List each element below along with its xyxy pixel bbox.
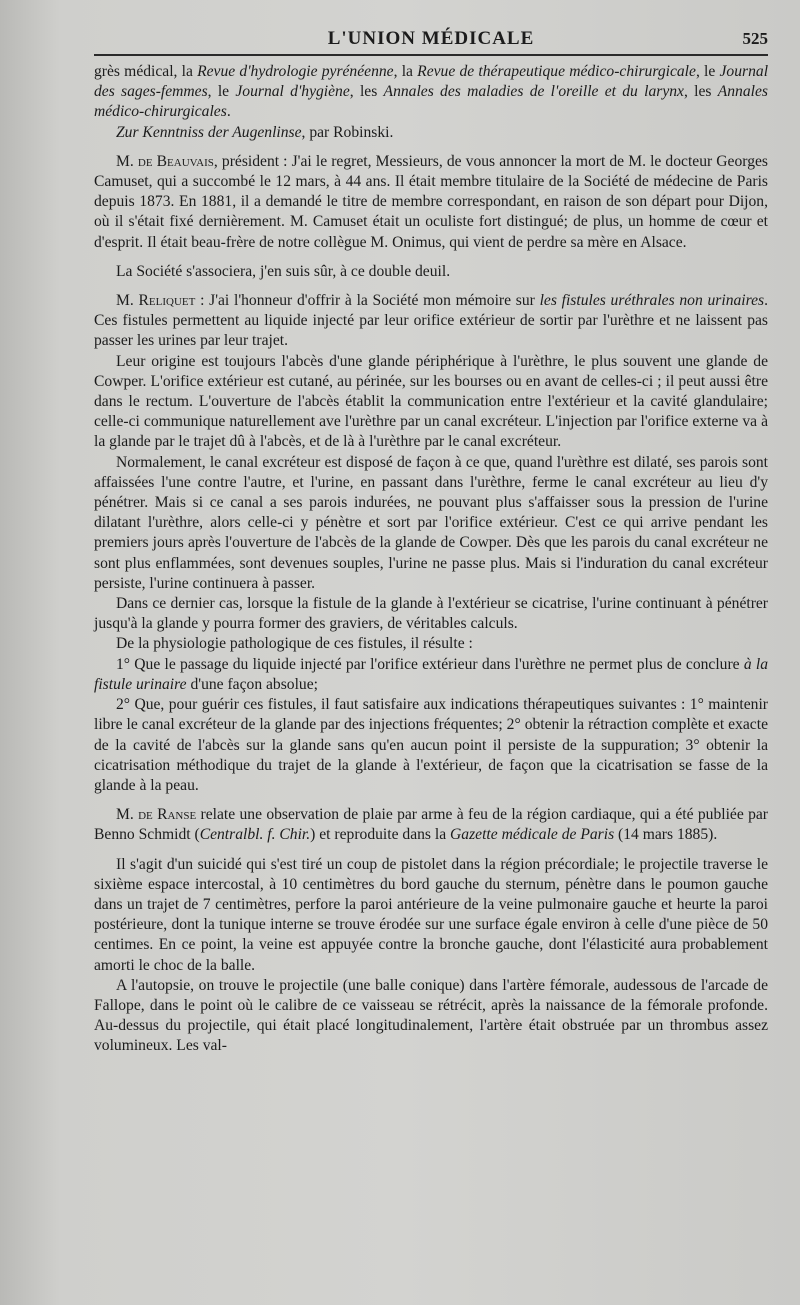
paragraph-autopsie: A l'autopsie, on trouve le projectile (une balle conique) dans l'artère fémorale, audessous de l'arcade de Fallope, dans le point où le calibre de ce vaisseau se rétrécit, après la naissance de la fémorale profonde. Au-dessus du projectile, qui était placé longitudinalement, l'artère était obstruée par un thrombus assez volumineux. Les val- — [94, 976, 768, 1055]
speaker-name: de Beauvais — [137, 152, 214, 170]
paragraph-normalement: Normalement, le canal excréteur est disposé de façon à ce que, quand l'urèthre est dilaté, ses parois sont affaissées l'une contre l'autre, et l'urine, en passant dans l'urèthre, ferme le canal excréteur au lieu d'y pénétrer. Mais si ce canal a ses parois indurées, ne pouvant plus s'affaisser sous la pression de l'urine dilatant l'urèthre, alors celle-ci y pénètre et sort par l'orifice extérieur. C'est ce qui arrive pendant les premiers jours après l'ouverture de l'abcès de la glande de Cowper. Dès que les parois du canal excréteur ne sont plus enflammées, sont devenues souples, l'urine ne passe plus. Mais si l'induration du canal excréteur persiste, l'urine continuera à passer. — [94, 453, 768, 592]
paragraph-reliquet: M. Reliquet : J'ai l'honneur d'offrir à la Société mon mémoire sur les fistules uréthrales non urinaires. Ces fistules permettent au liquide injecté par leur orifice extérieur de sortir par l'urèthre et ne laissent pas passer les urines par leur trajet. — [94, 292, 769, 350]
page-number: 525 — [742, 29, 768, 48]
paragraph-origine: Leur origine est toujours l'abcès d'une glande périphérique à l'urèthre, le plus souvent une glande de Cowper. L'orifice extérieur est cutané, au périnée, sur les bourses ou en avant de celles-ci ; il peut aussi être dans le rectum. L'ouverture de l'abcès établit la communication entre l'extérieur et la cavité glandulaire; celle-ci communique naturellement ave l'urèthre par un canal excréteur. L'injection par l'orifice externe va à la glande par le trajet dû à l'abcès, et de là à l'urèthre par le canal excréteur. — [94, 352, 768, 451]
page-header — [94, 24, 768, 56]
paragraph-physiologie: De la physiologie pathologique de ces fistules, il résulte : — [116, 635, 473, 653]
paragraph-journal-list: grès médical, la Revue d'hydrologie pyrénéenne, la Revue de thérapeutique médico-chirurgicale, le Journal des sages-femmes, le Journal d'hygiène, les Annales des maladies de l'oreille et du larynx, les Annales médico-chirurgicales. — [94, 63, 769, 121]
speaker-name: de Ranse — [138, 806, 197, 824]
list-item-1: 1° Que le passage du liquide injecté par l'orifice extérieur dans l'urèthre ne permet plus de conclure à la fistule urinaire d'une façon absolue; — [94, 655, 768, 693]
paragraph-dernier-cas: Dans ce dernier cas, lorsque la fistule de la glande à l'extérieur se cicatrise, l'urine continuant à pénétrer jusqu'à la glande y pourra former des graviers, de véritables calculs. — [94, 595, 768, 633]
paragraph-beauvais: M. de Beauvais, président : J'ai le regret, Messieurs, de vous annoncer la mort de M. le docteur Georges Camuset, qui a succombé le 12 mars, à 44 ans. Il était membre titulaire de la Société de médecine de Paris depuis 1873. En 1881, il a demandé le titre de membre correspondant, en raison de son départ pour Dijon, où il s'était fixé dernièrement. M. Camuset était un oculiste fort distingué; de plus, un homme de cœur et d'esprit. Il était beau-frère de notre collègue M. Onimus, qui vient de perdre sa mère en Alsace. — [94, 152, 768, 251]
list-item-2: 2° Que, pour guérir ces fistules, il faut satisfaire aux indications thérapeutiques suivantes : 1° maintenir libre le canal excréteur de la glande par des injections fréquentes; 2° obtenir la rétraction complète et exacte de la cavité de l'abcès sur la glande sans qu'en aucun point il persiste de la suppuration; 3° obtenir la cicatrisation méthodique du trajet de la glande à l'extérieur, de façon que la cicatrisation se fasse de la glande à la peau. — [94, 696, 768, 794]
running-head: L'UNION MÉDICALE — [327, 28, 535, 49]
paragraph-robinski: Zur Kenntniss der Augenlinse, par Robinski. — [116, 123, 394, 141]
paragraph-suicide: Il s'agit d'un suicidé qui s'est tiré un coup de pistolet dans la région précordiale; le projectile traverse le sixième espace intercostal, à 10 centimètres du bord gauche du sternum, pénètre dans le poumon gauche dans un trajet de 7 centimètres, perfore la paroi antérieure de la veine pulmonaire gauche et heurte la paroi postérieure, dont la tunique interne se trouve érodée sur une surface égale environ à celle d'une pièce de 50 centimes. En ce point, la veine est appuyée contre la bronche gauche, dont l'élasticité aura probablement amorti le choc de la balle. — [94, 855, 768, 974]
paragraph-de-ranse: M. de Ranse relate une observation de plaie par arme à feu de la région cardiaque, qui a été publiée par Benno Schmidt (Centralbl. f. Chir.) et reproduite dans la Gazette médicale de Paris (14 mars 1885). — [94, 806, 769, 844]
paragraph-deuil: La Société s'associera, j'en suis sûr, à ce double deuil. — [116, 262, 451, 280]
body-text — [94, 62, 768, 1057]
speaker-name: Reliquet — [138, 292, 196, 310]
